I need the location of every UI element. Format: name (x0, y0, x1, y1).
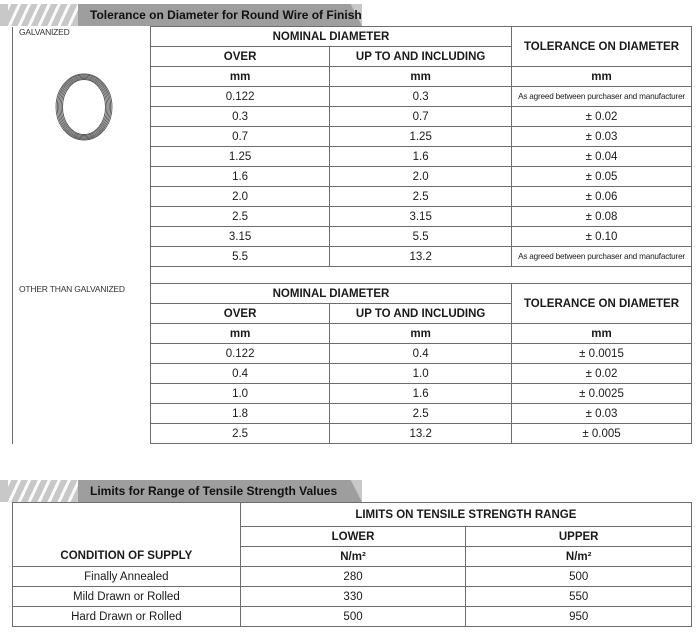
over-cell: 1.25 (150, 147, 329, 167)
over-cell: 0.7 (150, 127, 329, 147)
upto-cell: 1.6 (330, 147, 512, 167)
tolerance-cell: ± 0.0015 (512, 344, 692, 364)
condition-cell: Hard Drawn or Rolled (13, 607, 241, 627)
unit-upper: N/m² (466, 547, 692, 567)
tolerance-cell: As agreed between purchaser and manufacturer (512, 247, 692, 267)
tolerance-cell: ± 0.06 (512, 187, 692, 207)
upper-header: UPPER (466, 527, 692, 547)
upto-cell: 0.4 (330, 344, 512, 364)
tolerance-cell: ± 0.0025 (512, 384, 692, 404)
upto-cell: 1.0 (330, 364, 512, 384)
unit-lower: N/m² (240, 547, 466, 567)
tolerance-cell: ± 0.005 (512, 424, 692, 444)
tolerance-table (12, 26, 692, 444)
over-cell: 0.3 (150, 107, 329, 127)
over-cell: 2.0 (150, 187, 329, 207)
lower-cell: 500 (240, 607, 466, 627)
wire-coil-icon (49, 67, 119, 147)
upto-cell: 2.5 (330, 404, 512, 424)
table2-title: Limits for Range of Tensile Strength Values (90, 484, 338, 498)
tensile-strength-table (12, 502, 692, 627)
upto-cell: 13.2 (330, 247, 512, 267)
upper-cell: 550 (466, 587, 692, 607)
table1-header-bar (0, 4, 362, 26)
galvanized-over-header: OVER (150, 47, 329, 67)
other-over-header: OVER (150, 304, 329, 324)
over-cell: 2.5 (150, 207, 329, 227)
galvanized-unit-tol: mm (512, 67, 692, 87)
table2-header-bar (0, 480, 362, 502)
galvanized-side-cell (13, 27, 151, 284)
table-row (13, 587, 692, 607)
lower-cell: 280 (240, 567, 466, 587)
over-cell: 1.6 (150, 167, 329, 187)
other-tolerance-header: TOLERANCE ON DIAMETER (512, 284, 692, 324)
tolerance-cell: ± 0.04 (512, 147, 692, 167)
upto-cell: 3.15 (330, 207, 512, 227)
condition-blank-cell (13, 527, 241, 547)
galvanized-nominal-header: NOMINAL DIAMETER (150, 27, 511, 47)
tolerance-cell: ± 0.05 (512, 167, 692, 187)
upto-cell: 13.2 (330, 424, 512, 444)
tolerance-cell: ± 0.03 (512, 127, 692, 147)
upto-cell: 2.5 (330, 187, 512, 207)
upto-cell: 2.0 (330, 167, 512, 187)
galvanized-tolerance-header: TOLERANCE ON DIAMETER (512, 27, 692, 67)
lower-header: LOWER (240, 527, 466, 547)
other-unit-upto: mm (330, 324, 512, 344)
table-row (13, 567, 692, 587)
upper-cell: 500 (466, 567, 692, 587)
over-cell: 5.5 (150, 247, 329, 267)
tolerance-cell: ± 0.02 (512, 364, 692, 384)
header-stripes (8, 4, 78, 26)
tolerance-cell: ± 0.08 (512, 207, 692, 227)
tolerance-cell: ± 0.10 (512, 227, 692, 247)
lower-cell: 330 (240, 587, 466, 607)
header-stripes (8, 480, 78, 502)
tolerance-cell: ± 0.02 (512, 107, 692, 127)
upto-cell: 0.3 (330, 87, 512, 107)
table1-title: Tolerance on Diameter for Round Wire of Finish (90, 8, 362, 22)
tolerance-cell: As agreed between purchaser and manufacturer (512, 87, 692, 107)
tolerance-cell: ± 0.03 (512, 404, 692, 424)
limits-header: LIMITS ON TENSILE STRENGTH RANGE (240, 503, 691, 527)
over-cell: 1.0 (150, 384, 329, 404)
over-cell: 0.122 (150, 344, 329, 364)
over-cell: 0.122 (150, 87, 329, 107)
condition-cell: Finally Annealed (13, 567, 241, 587)
upper-cell: 950 (466, 607, 692, 627)
table-row (13, 607, 692, 627)
condition-header: CONDITION OF SUPPLY (13, 547, 241, 567)
over-cell: 3.15 (150, 227, 329, 247)
upto-cell: 0.7 (330, 107, 512, 127)
other-nominal-header: NOMINAL DIAMETER (150, 284, 511, 304)
upto-cell: 5.5 (330, 227, 512, 247)
other-side-cell (13, 284, 151, 444)
other-upto-header: UP TO AND INCLUDING (330, 304, 512, 324)
other-unit-over: mm (150, 324, 329, 344)
other-side-label: OTHER THAN GALVANIZED (19, 283, 125, 294)
over-cell: 2.5 (150, 424, 329, 444)
galvanized-unit-upto: mm (330, 67, 512, 87)
galvanized-unit-over: mm (150, 67, 329, 87)
galvanized-upto-header: UP TO AND INCLUDING (330, 47, 512, 67)
other-unit-tol: mm (512, 324, 692, 344)
condition-blank-cell (13, 503, 241, 527)
over-cell: 1.8 (150, 404, 329, 424)
condition-cell: Mild Drawn or Rolled (13, 587, 241, 607)
upto-cell: 1.6 (330, 384, 512, 404)
upto-cell: 1.25 (330, 127, 512, 147)
galvanized-side-label: GALVANIZED (19, 26, 70, 37)
over-cell: 0.4 (150, 364, 329, 384)
spacer-cell (150, 267, 691, 284)
